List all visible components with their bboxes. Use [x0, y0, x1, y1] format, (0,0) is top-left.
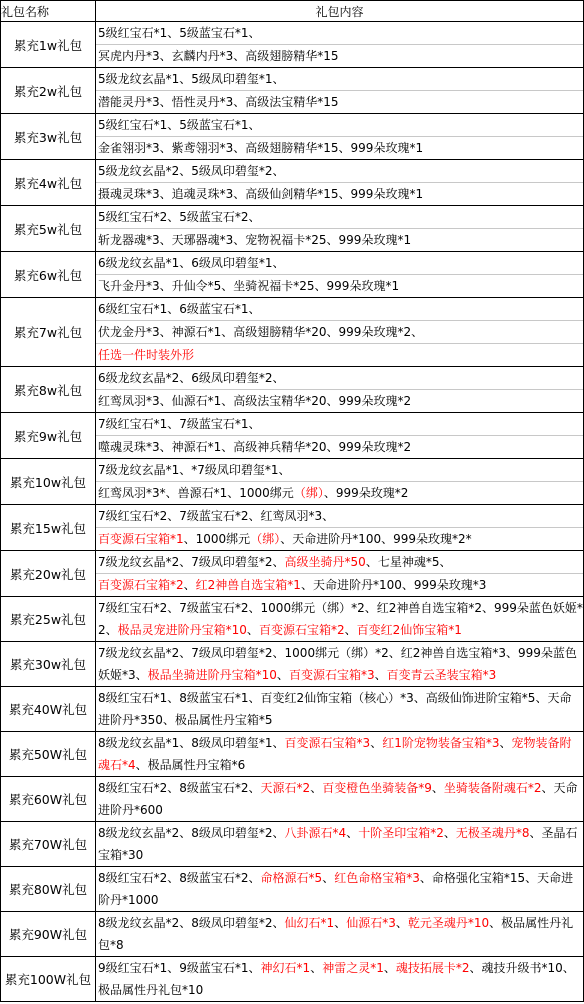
- reward-text: 、: [310, 781, 323, 795]
- gift-pack-name: 累充7w礼包: [1, 298, 96, 367]
- reward-text: 7级龙纹玄晶*2、7级凤印碧玺*2、: [98, 555, 285, 569]
- content-line: [96, 957, 583, 1001]
- reward-text: 、: [310, 961, 323, 975]
- reward-text: 8级龙纹玄晶*2、8级凤印碧玺*2、: [98, 916, 285, 930]
- highlight-reward-text: 百变源石宝箱*1: [98, 532, 184, 546]
- reward-text: 、: [383, 961, 396, 975]
- content-line: [96, 777, 583, 821]
- gift-pack-name: 累充4w礼包: [1, 160, 96, 206]
- reward-text: 、: [431, 781, 444, 795]
- reward-text: 、极品属性丹礼包*8: [98, 916, 574, 952]
- reward-text: 7级红宝石*2、7级蓝宝石*2、1000绑元（绑）*2、红2神兽自选宝箱*2、999朵蓝色妖姬*2、: [98, 601, 583, 637]
- reward-text: 斩龙器魂*3、天琊器魂*3、宠物祝福卡*25、999朵玫瑰*1: [98, 233, 412, 247]
- gift-pack-content: [96, 687, 584, 732]
- highlight-reward-text: 八卦源石*4: [284, 826, 347, 840]
- content-line: [96, 22, 583, 45]
- highlight-reward-text: 红1阶宠物装备宝箱*3: [382, 736, 500, 750]
- highlight-reward-text: 百变源石宝箱*2: [98, 578, 184, 592]
- content-line: [96, 91, 583, 113]
- content-line: [96, 574, 583, 596]
- table-row: [1, 22, 584, 68]
- highlight-reward-text: 天源石*2: [260, 781, 311, 795]
- content-line: [96, 275, 583, 297]
- table-row: [1, 160, 584, 206]
- highlight-reward-text: 百变源石宝箱*2: [258, 623, 345, 637]
- reward-text: 6级龙纹玄晶*1、6级凤印碧玺*1、: [98, 256, 285, 270]
- gift-pack-name: 累充10w礼包: [1, 459, 96, 505]
- content-line: [96, 822, 583, 866]
- reward-text: 7级龙纹玄晶*1、*7级凤印碧玺*1、: [98, 463, 291, 477]
- gift-pack-content: [96, 867, 584, 912]
- reward-text: 、: [276, 668, 289, 682]
- reward-text: 8级龙纹玄晶*2、8级凤印碧玺*2、: [98, 826, 285, 840]
- reward-text: 、天命进阶丹*600: [98, 781, 578, 817]
- reward-text: 、天命进阶丹*100、999朵玫瑰*2*: [280, 532, 472, 546]
- table-row: [1, 505, 584, 551]
- gift-pack-name: 累充90W礼包: [1, 912, 96, 957]
- highlight-reward-text: 神幻石*1: [260, 961, 311, 975]
- gift-pack-content: [96, 114, 584, 160]
- table-row: [1, 459, 584, 505]
- highlight-reward-text: 宠物装备附魂石*4: [98, 736, 572, 772]
- content-line: [96, 160, 583, 183]
- gift-pack-name: 累充8w礼包: [1, 367, 96, 413]
- reward-text: 、命格强化宝箱*15、天命进阶丹*1000: [98, 871, 574, 907]
- gift-pack-name: 累充5w礼包: [1, 206, 96, 252]
- gift-pack-content: [96, 912, 584, 957]
- table-row: [1, 687, 584, 732]
- highlight-reward-text: 仙幻石*1: [284, 916, 335, 930]
- gift-pack-name: 累充30w礼包: [1, 642, 96, 687]
- content-line: [96, 642, 583, 686]
- table-row: [1, 642, 584, 687]
- table-row: [1, 206, 584, 252]
- column-header-name: 礼包名称: [1, 1, 96, 22]
- table-body: [1, 22, 584, 1002]
- content-line: [96, 551, 583, 574]
- column-header-content: 礼包内容: [96, 1, 584, 22]
- reward-text: 红鸾凤羽*3、仙源石*1、高级法宝精华*20、999朵玫瑰*2: [98, 394, 412, 408]
- gift-pack-name: 累充15w礼包: [1, 505, 96, 551]
- reward-text: 、: [443, 826, 456, 840]
- reward-text: 、: [183, 578, 196, 592]
- highlight-reward-text: 仙源石*3: [346, 916, 396, 930]
- highlight-reward-text: 红2神兽自选宝箱*1: [195, 578, 301, 592]
- highlight-reward-text: （绑）: [250, 532, 281, 546]
- reward-text: 5级龙纹玄晶*1、5级凤印碧玺*1、: [98, 72, 285, 86]
- highlight-reward-text: 神雷之灵*1: [322, 961, 384, 975]
- table-row: [1, 777, 584, 822]
- gift-pack-content: [96, 160, 584, 206]
- highlight-reward-text: 百变红2仙饰宝箱*1: [356, 623, 462, 637]
- content-line: [96, 867, 583, 911]
- gift-pack-name: 累充25w礼包: [1, 597, 96, 642]
- gift-pack-name: 累充6w礼包: [1, 252, 96, 298]
- reward-text: 潜能灵丹*3、悟性灵丹*3、高级法宝精华*15: [98, 95, 339, 109]
- content-line: [96, 252, 583, 275]
- highlight-reward-text: 极品坐骑进阶丹宝箱*10: [147, 668, 277, 682]
- reward-text: 5级龙纹玄晶*2、5级凤印碧玺*2、: [98, 164, 285, 178]
- gift-pack-content: [96, 957, 584, 1002]
- highlight-reward-text: 百变橙色坐骑装备*9: [322, 781, 432, 795]
- content-line: [96, 206, 583, 229]
- highlight-reward-text: 坐骑装备附魂石*2: [443, 781, 542, 795]
- highlight-reward-text: 命格源石*5: [260, 871, 323, 885]
- reward-text: 6级龙纹玄晶*2、6级凤印碧玺*2、: [98, 371, 285, 385]
- table-row: [1, 68, 584, 114]
- reward-text: 红鸾凤羽*3*、兽源石*1、1000绑元: [98, 486, 294, 500]
- gift-pack-content: [96, 642, 584, 687]
- highlight-reward-text: （绑）: [293, 486, 324, 500]
- content-line: [96, 68, 583, 91]
- highlight-reward-text: 高级坐骑丹*50: [284, 555, 366, 569]
- highlight-reward-text: 魂技拓展卡*2: [395, 961, 470, 975]
- gift-pack-content: [96, 22, 584, 68]
- gift-pack-content: [96, 367, 584, 413]
- content-line: [96, 597, 583, 641]
- content-line: [96, 505, 583, 528]
- content-line: [96, 390, 583, 412]
- highlight-reward-text: 任选一件时装外形: [98, 348, 195, 362]
- reward-text: 5级红宝石*1、5级蓝宝石*1、: [98, 26, 261, 40]
- gift-pack-content: [96, 597, 584, 642]
- reward-text: 、: [334, 916, 347, 930]
- reward-text: 8级红宝石*2、8级蓝宝石*2、: [98, 781, 261, 795]
- content-line: [96, 344, 583, 366]
- table-row: [1, 732, 584, 777]
- gift-pack-name: 累充80W礼包: [1, 867, 96, 912]
- reward-text: 伏龙金丹*3、神源石*1、高级翅膀精华*20、999朵玫瑰*2、: [98, 325, 424, 339]
- reward-text: 、: [374, 668, 387, 682]
- reward-text: 、魂技升级书*10、极品属性丹礼包*10: [98, 961, 575, 997]
- reward-text: 、: [370, 736, 383, 750]
- content-line: [96, 687, 583, 731]
- reward-text: 5级红宝石*2、5级蓝宝石*2、: [98, 210, 261, 224]
- table-row: [1, 413, 584, 459]
- highlight-reward-text: 十阶圣印宝箱*2: [358, 826, 444, 840]
- gift-pack-name: 累充100W礼包: [1, 957, 96, 1002]
- gift-pack-name: 累充20w礼包: [1, 551, 96, 597]
- table-row: [1, 822, 584, 867]
- reward-text: 7级龙纹玄晶*2、7级凤印碧玺*2、1000绑元（绑）*2、红2神兽自选宝箱*3、999朵蓝色妖姬*3、: [98, 646, 577, 682]
- reward-text: 9级红宝石*1、9级蓝宝石*1、: [98, 961, 261, 975]
- gift-pack-content: [96, 777, 584, 822]
- reward-text: 冥虎内丹*3、玄麟内丹*3、高级翅膀精华*15: [98, 49, 339, 63]
- gift-pack-content: [96, 252, 584, 298]
- gift-pack-content: [96, 206, 584, 252]
- reward-text: 、: [322, 871, 335, 885]
- table-row: [1, 367, 584, 413]
- table-row: [1, 252, 584, 298]
- reward-text: 、1000绑元: [183, 532, 251, 546]
- gift-pack-name: 累充50W礼包: [1, 732, 96, 777]
- reward-text: 、极品属性丹宝箱*6: [135, 758, 246, 772]
- gift-pack-content: [96, 459, 584, 505]
- reward-text: 、天命进阶丹*100、999朵玫瑰*3: [300, 578, 487, 592]
- content-line: [96, 367, 583, 390]
- reward-text: 飞升金丹*3、升仙令*5、坐骑祝福卡*25、999朵玫瑰*1: [98, 279, 400, 293]
- content-line: [96, 321, 583, 344]
- gift-pack-content: [96, 413, 584, 459]
- table-row: [1, 867, 584, 912]
- gift-pack-content: [96, 551, 584, 597]
- highlight-reward-text: 百变源石宝箱*3: [284, 736, 371, 750]
- content-line: [96, 459, 583, 482]
- table-row: [1, 298, 584, 367]
- highlight-reward-text: 百变青云圣装宝箱*3: [386, 668, 497, 682]
- highlight-reward-text: 无极圣魂丹*8: [455, 826, 530, 840]
- content-line: [96, 482, 583, 504]
- content-line: [96, 528, 583, 550]
- table-row: [1, 114, 584, 160]
- gift-pack-name: 累充9w礼包: [1, 413, 96, 459]
- reward-text: 、圣晶石宝箱*30: [98, 826, 578, 862]
- reward-text: 、: [499, 736, 512, 750]
- reward-text: 金雀翎羽*3、紫鸢翎羽*3、高级翅膀精华*15、999朵玫瑰*1: [98, 141, 424, 155]
- reward-text: 7级红宝石*2、7级蓝宝石*2、红鸾凤羽*3、: [98, 509, 335, 523]
- reward-text: 噬魂灵珠*3、神源石*1、高级神兵精华*20、999朵玫瑰*2: [98, 440, 412, 454]
- content-line: [96, 413, 583, 436]
- highlight-reward-text: 乾元圣魂丹*10: [407, 916, 490, 930]
- gift-pack-name: 累充1w礼包: [1, 22, 96, 68]
- reward-text: 、999朵玫瑰*2: [323, 486, 409, 500]
- table-row: [1, 957, 584, 1002]
- table-row: [1, 597, 584, 642]
- table-row: [1, 912, 584, 957]
- gift-pack-content: [96, 68, 584, 114]
- reward-text: 、: [346, 826, 359, 840]
- content-line: [96, 45, 583, 67]
- reward-text: 5级红宝石*1、5级蓝宝石*1、: [98, 118, 261, 132]
- gift-pack-content: [96, 505, 584, 551]
- content-line: [96, 114, 583, 137]
- gift-pack-name: 累充70W礼包: [1, 822, 96, 867]
- reward-text: 、: [344, 623, 357, 637]
- content-line: [96, 912, 583, 956]
- gift-pack-content: [96, 298, 584, 367]
- content-line: [96, 732, 583, 776]
- gift-pack-name: 累充40W礼包: [1, 687, 96, 732]
- reward-text: 7级红宝石*1、7级蓝宝石*1、: [98, 417, 261, 431]
- content-line: [96, 229, 583, 251]
- reward-text: 8级红宝石*1、8级蓝宝石*1、百变红2仙饰宝箱（核心）*3、高级仙饰进阶宝箱*5、天命进阶丹*350、极品属性丹宝箱*5: [98, 691, 572, 727]
- gift-pack-content: [96, 822, 584, 867]
- reward-text: 6级红宝石*1、6级蓝宝石*1、: [98, 302, 261, 316]
- content-line: [96, 436, 583, 458]
- gift-pack-name: 累充60W礼包: [1, 777, 96, 822]
- highlight-reward-text: 红色命格宝箱*3: [334, 871, 420, 885]
- content-line: [96, 183, 583, 205]
- gift-pack-name: 累充2w礼包: [1, 68, 96, 114]
- content-line: [96, 298, 583, 321]
- reward-text: 摄魂灵珠*3、追魂灵珠*3、高级仙剑精华*15、999朵玫瑰*1: [98, 187, 424, 201]
- reward-text: 8级红宝石*2、8级蓝宝石*2、: [98, 871, 261, 885]
- gift-pack-name: 累充3w礼包: [1, 114, 96, 160]
- highlight-reward-text: 极品灵宠进阶丹宝箱*10: [117, 623, 247, 637]
- reward-text: 、七星神魂*5、: [365, 555, 452, 569]
- reward-text: 、: [395, 916, 408, 930]
- table-row: [1, 551, 584, 597]
- highlight-reward-text: 百变源石宝箱*3: [288, 668, 375, 682]
- content-line: [96, 137, 583, 159]
- gift-pack-content: [96, 732, 584, 777]
- table-header-row: [1, 1, 584, 22]
- reward-text: 、: [246, 623, 259, 637]
- reward-text: 8级龙纹玄晶*1、8级凤印碧玺*1、: [98, 736, 285, 750]
